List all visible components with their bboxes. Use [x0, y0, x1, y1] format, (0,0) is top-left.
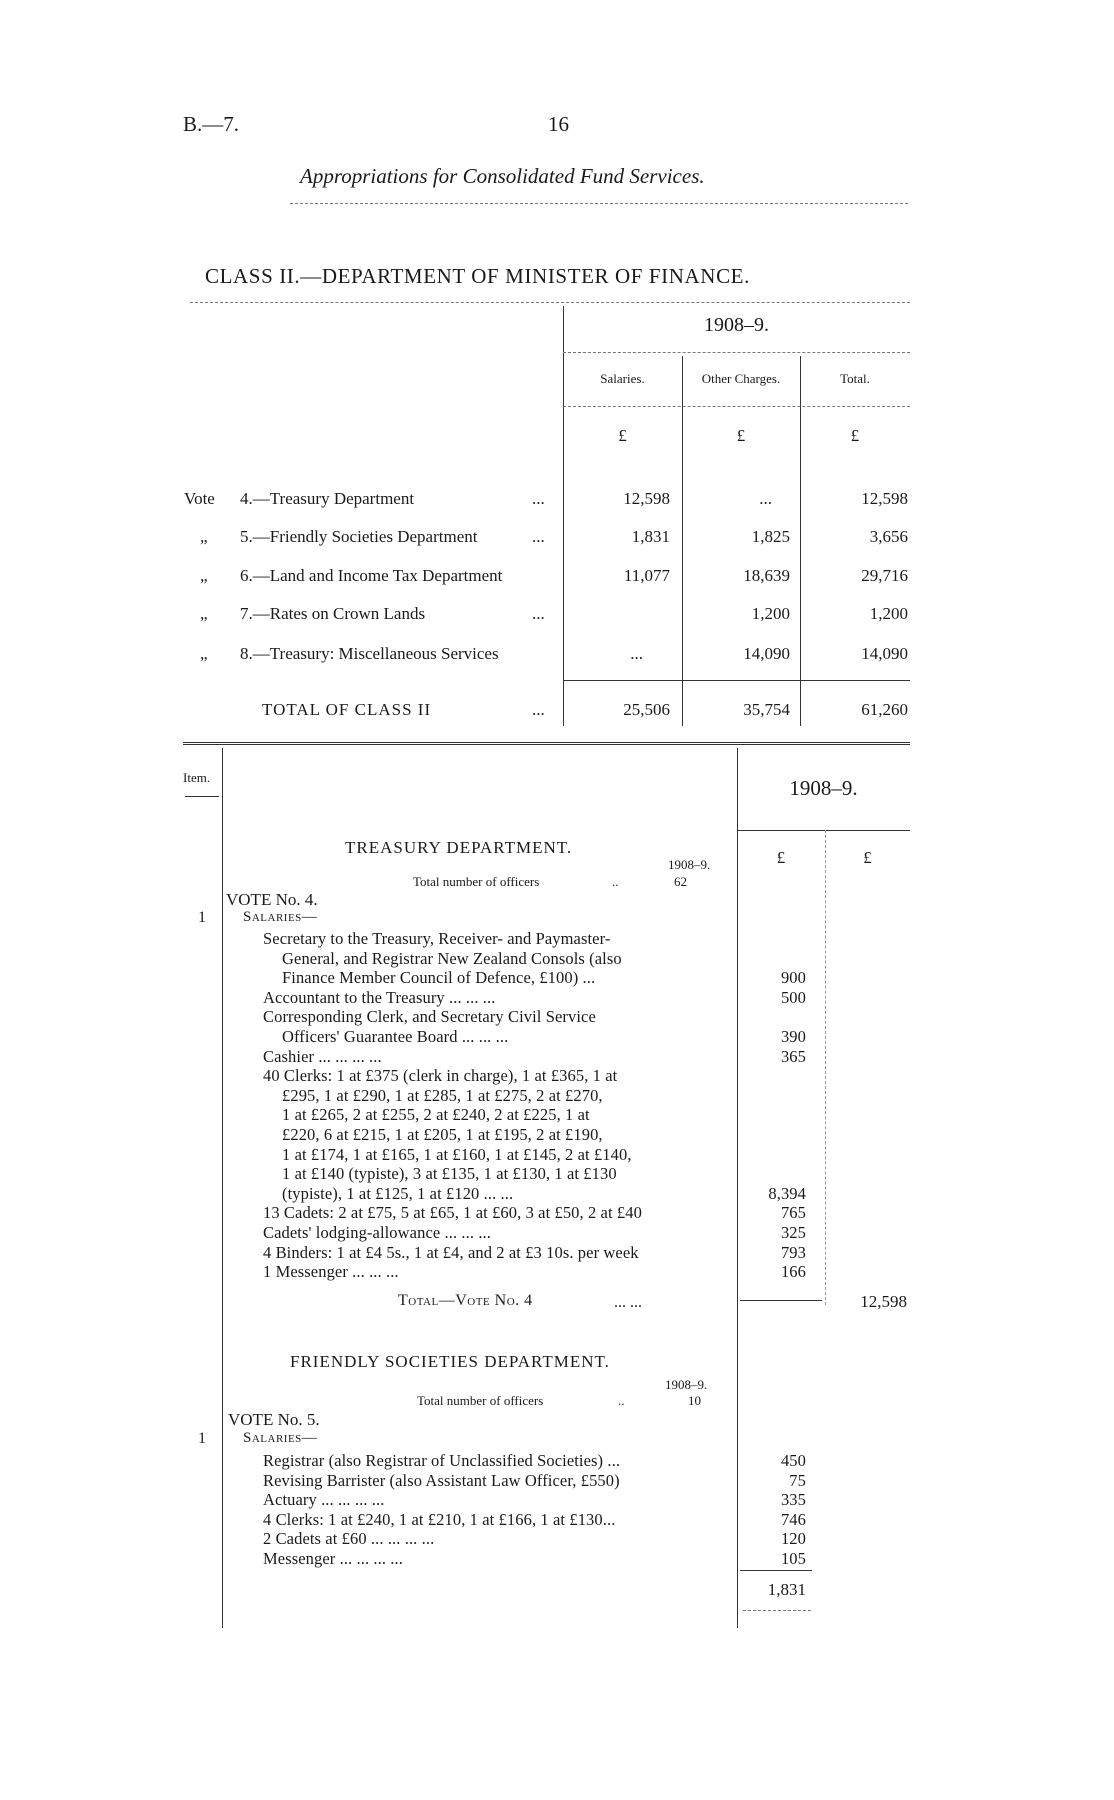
leader-dots: ...	[532, 527, 545, 546]
salary-line-text: Cadets' lodging-allowance ... ... ...	[263, 1223, 491, 1242]
total-value: 1,200	[869, 604, 908, 623]
vote-number: VOTE No. 4.	[226, 890, 318, 909]
vote-label: 6.—Land and Income Tax Department	[240, 566, 503, 585]
class-total-total: 61,260	[861, 700, 908, 719]
item-column-divider	[222, 748, 223, 1628]
vote4-total-rule	[740, 1300, 822, 1301]
detail-year-header: 1908–9.	[789, 776, 858, 800]
officers-label: Total number of officers	[417, 1393, 544, 1408]
salary-line-amount: 365	[780, 1046, 806, 1066]
salary-line-text: Corresponding Clerk, and Secretary Civil Service	[263, 1007, 596, 1027]
vote5-subtotal: 1,831	[767, 1580, 806, 1599]
salary-line-text: (typiste), 1 at £125, 1 at £120 ... ...	[282, 1183, 514, 1203]
vote5-subtotal-rule	[740, 1570, 812, 1571]
salary-line-text: Officers' Guarantee Board ... ... ...	[282, 1027, 509, 1046]
detail-top-rule	[183, 742, 910, 745]
item-number: 1	[198, 909, 206, 926]
salary-line-text: Finance Member Council of Defence, £100) ...	[282, 968, 596, 988]
col-header-other-charges: Other Charges.	[701, 371, 781, 386]
salaries-value: 11,077	[623, 566, 670, 585]
salary-line-text: 1 Messenger ... ... ...	[263, 1262, 399, 1282]
page-number: 16	[548, 112, 569, 136]
class-total-salaries: 25,506	[623, 700, 670, 719]
vote-prefix: „	[200, 604, 208, 623]
vote-prefix: „	[200, 527, 208, 546]
other-value: 14,090	[743, 644, 790, 663]
vote-total-amount: 12,598	[860, 1292, 907, 1311]
salary-line-amount: 75	[789, 1470, 806, 1490]
salary-line-amount: 166	[780, 1262, 806, 1282]
salary-line-amount: 8,394	[768, 1183, 806, 1203]
salary-line-amount: 500	[780, 987, 806, 1007]
salary-line-text: Actuary ... ... ... ...	[263, 1490, 385, 1510]
total-value: 14,090	[861, 644, 908, 663]
salary-line-text: 13 Cadets: 2 at £75, 5 at £65, 1 at £60, 3 at £50, 2 at £40	[263, 1203, 642, 1223]
currency-salaries: £	[618, 426, 627, 445]
salaries-value: 12,598	[623, 489, 670, 508]
currency-items: £	[776, 848, 786, 867]
salary-line-text: General, and Registrar New Zealand Consols (also	[282, 948, 622, 968]
vote5-subtotal-underline	[743, 1610, 811, 1611]
col-header-salaries: Salaries.	[600, 371, 645, 386]
salary-line-text: 40 Clerks: 1 at £375 (clerk in charge), 1 at £365, 1 at	[263, 1066, 618, 1086]
salary-line-text: £295, 1 at £290, 1 at £285, 1 at £275, 2 at £270,	[282, 1085, 603, 1105]
vote-total-label: Total—Vote No. 4	[398, 1292, 533, 1309]
item-header-rule	[185, 796, 219, 797]
other-value: 1,200	[751, 604, 790, 623]
salaries-heading: Salaries—	[243, 909, 318, 925]
vote-label: 5.—Friendly Societies Department	[240, 527, 478, 546]
salary-line-amount: 900	[780, 968, 806, 988]
item-column-header: Item.	[183, 770, 211, 785]
salary-line-text: 4 Clerks: 1 at £240, 1 at £210, 1 at £166, 1 at £130...	[263, 1509, 616, 1529]
vote-label: 8.—Treasury: Miscellaneous Services	[240, 644, 499, 663]
salary-line-text: Revising Barrister (also Assistant Law Officer, £550)	[263, 1470, 620, 1490]
summary-year-header: 1908–9.	[704, 314, 769, 336]
leader-dots: ...	[532, 489, 545, 508]
total-value: 3,656	[869, 527, 908, 546]
salary-line-amount: 793	[780, 1242, 806, 1262]
salary-line-text: 4 Binders: 1 at £4 5s., 1 at £4, and 2 at £3 10s. per week	[263, 1242, 639, 1262]
salary-line-text: Messenger ... ... ... ...	[263, 1549, 403, 1568]
other-value: 18,639	[743, 566, 790, 585]
class-total-label: TOTAL OF CLASS II	[262, 700, 432, 719]
total-rule	[563, 680, 910, 681]
salary-line-amount: 120	[780, 1529, 806, 1549]
salary-line-text: Accountant to the Treasury ... ... ...	[263, 987, 496, 1007]
salary-line-amount: 450	[780, 1451, 806, 1470]
total-value: 12,598	[861, 489, 908, 508]
vote-label: 4.—Treasury Department	[240, 489, 415, 508]
leader-dots: ... ...	[614, 1294, 642, 1311]
salary-line-text: 1 at £174, 1 at £165, 1 at £160, 1 at £145, 2 at £140,	[282, 1144, 632, 1164]
vote-prefix: Vote	[184, 489, 215, 508]
section-heading: FRIENDLY SOCIETIES DEPARTMENT.	[290, 1352, 610, 1371]
leader-dots: ..	[612, 874, 619, 889]
other-value: ...	[759, 489, 772, 508]
salary-line-text: Secretary to the Treasury, Receiver- and Paymaster-	[263, 929, 611, 948]
leader-dots: ..	[618, 1393, 625, 1408]
officers-label: Total number of officers	[413, 874, 540, 889]
col-header-rule	[563, 406, 910, 407]
other-value: 1,825	[751, 527, 790, 546]
detail-inner-divider	[825, 830, 826, 1305]
salaries-value: 1,831	[631, 527, 670, 546]
section-heading: TREASURY DEPARTMENT.	[345, 838, 573, 857]
officers-year: 1908–9.	[665, 1377, 708, 1392]
salary-line-amount: 765	[780, 1203, 806, 1223]
vote-prefix: „	[200, 566, 208, 585]
salary-line-amount: 390	[780, 1027, 806, 1046]
salary-line-amount: 105	[780, 1549, 806, 1568]
col-header-total: Total.	[840, 371, 870, 386]
item-number: 1	[198, 1430, 206, 1447]
salary-line-amount: 746	[780, 1509, 806, 1529]
officers-count: 62	[674, 874, 687, 889]
salaries-value: ...	[630, 644, 643, 663]
salary-line-text: 1 at £140 (typiste), 3 at £135, 1 at £130, 1 at £130	[282, 1164, 617, 1184]
salary-line-amount: 325	[780, 1223, 806, 1242]
detail-year-rule	[737, 830, 910, 831]
salary-line-text: 2 Cadets at £60 ... ... ... ...	[263, 1529, 435, 1549]
salary-line-text: £220, 6 at £215, 1 at £205, 1 at £195, 2 at £190,	[282, 1125, 603, 1144]
salary-line-amount: 335	[780, 1490, 806, 1510]
salary-line-text: 1 at £265, 2 at £255, 2 at £240, 2 at £225, 1 at	[282, 1105, 590, 1125]
class-heading: CLASS II.—DEPARTMENT OF MINISTER OF FINANCE.	[205, 264, 750, 288]
document-reference: B.—7.	[183, 112, 240, 136]
vote-number: VOTE No. 5.	[228, 1410, 320, 1429]
leader-dots: ...	[532, 700, 545, 719]
currency-total: £	[850, 426, 860, 445]
currency-totals: £	[863, 848, 872, 867]
summary-top-rule	[190, 302, 910, 303]
currency-other: £	[736, 426, 746, 445]
salaries-heading: Salaries—	[243, 1430, 318, 1446]
subtitle-rule	[290, 203, 908, 204]
salary-line-text: Cashier ... ... ... ...	[263, 1046, 382, 1066]
officers-count: 10	[688, 1393, 701, 1408]
summary-year-rule	[563, 352, 910, 353]
class-total-other: 35,754	[743, 700, 790, 719]
total-value: 29,716	[861, 566, 908, 585]
leader-dots: ...	[532, 604, 545, 623]
officers-year: 1908–9.	[668, 857, 711, 872]
page-subtitle: Appropriations for Consolidated Fund Services.	[300, 164, 705, 188]
salary-line-text: Registrar (also Registrar of Unclassified Societies) ...	[263, 1451, 621, 1470]
vote-prefix: „	[200, 644, 208, 663]
vote-label: 7.—Rates on Crown Lands	[240, 604, 426, 623]
